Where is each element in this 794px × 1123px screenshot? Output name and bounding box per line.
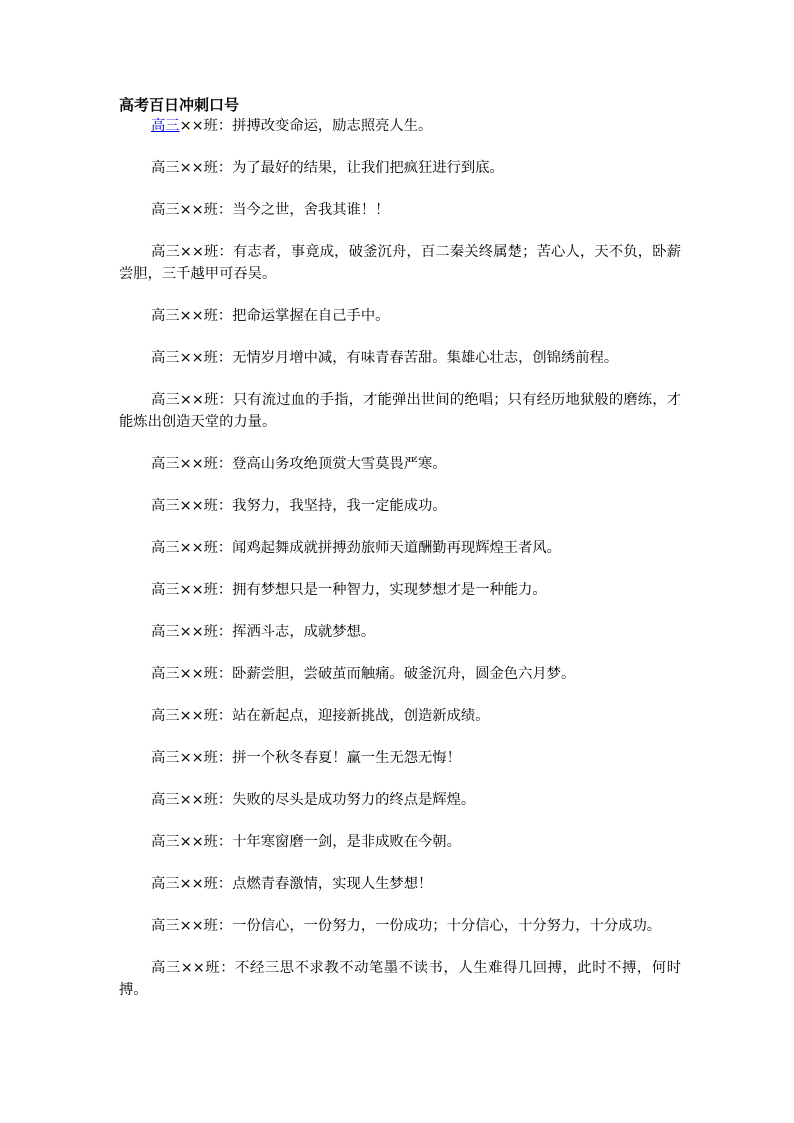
slogan-text: ××班：拼搏改变命运，励志照亮人生。	[179, 118, 433, 134]
slogan-item: 高三××班：挥洒斗志，成就梦想。	[151, 624, 376, 640]
slogan-item: 高三××班：卧薪尝胆，尝破茧而触痛。破釜沉舟，圆金色六月梦。	[151, 666, 576, 682]
slogan-item: 高三××班：失败的尽头是成功努力的终点是辉煌。	[151, 792, 476, 808]
slogan-item: 高三××班：无情岁月增中减，有味青春苦甜。集雄心壮志，创锦绣前程。	[151, 350, 619, 366]
slogan-item: 高三××班：不经三思不求教不动笔墨不读书，人生难得几回搏，此时不搏，何时搏。	[119, 960, 681, 998]
slogan-item: 高三××班：只有流过血的手指，才能弹出世间的绝唱；只有经历地狱般的磨练，才能炼出创造天堂的力量。	[119, 392, 681, 430]
slogan-item: 高三××班：我努力，我坚持，我一定能成功。	[151, 498, 447, 514]
document-title: 高考百日冲刺口号	[119, 96, 240, 114]
slogan-item: 高三××班：十年寒窗磨一剑，是非成败在今朝。	[151, 834, 461, 850]
slogan-item: 高三××班：为了最好的结果，让我们把疯狂进行到底。	[151, 160, 504, 176]
slogan-item: 高三××班：有志者，事竟成，破釜沉舟，百二秦关终属楚；苦心人，天不负，卧薪尝胆，三千越甲可吞吴。	[119, 244, 681, 282]
slogan-item: 高三××班：拼一个秋冬春夏！赢一生无怨无悔！	[151, 750, 461, 766]
slogan-item	[119, 115, 681, 137]
slogan-list	[119, 115, 681, 1001]
slogan-item: 高三××班：点燃青春激情，实现人生梦想！	[151, 876, 433, 892]
slogan-item: 高三××班：拥有梦想只是一种智力，实现梦想才是一种能力。	[151, 582, 547, 598]
slogan-item: 高三××班：当今之世，舍我其谁！！	[151, 202, 390, 218]
slogan-item: 高三××班：把命运掌握在自己手中。	[151, 308, 390, 324]
slogan-item: 高三××班：登高山务攻绝顶赏大雪莫畏严寒。	[151, 456, 447, 472]
document-page	[119, 95, 681, 1001]
slogan-item: 高三××班：一份信心，一份努力，一份成功；十分信心，十分努力，十分成功。	[151, 918, 662, 934]
class-link[interactable]: 高三	[151, 118, 180, 134]
slogan-item: 高三××班：站在新起点，迎接新挑战，创造新成绩。	[151, 708, 490, 724]
slogan-item: 高三××班：闻鸡起舞成就拼搏劲旅师天道酬勤再现辉煌王者风。	[151, 540, 561, 556]
